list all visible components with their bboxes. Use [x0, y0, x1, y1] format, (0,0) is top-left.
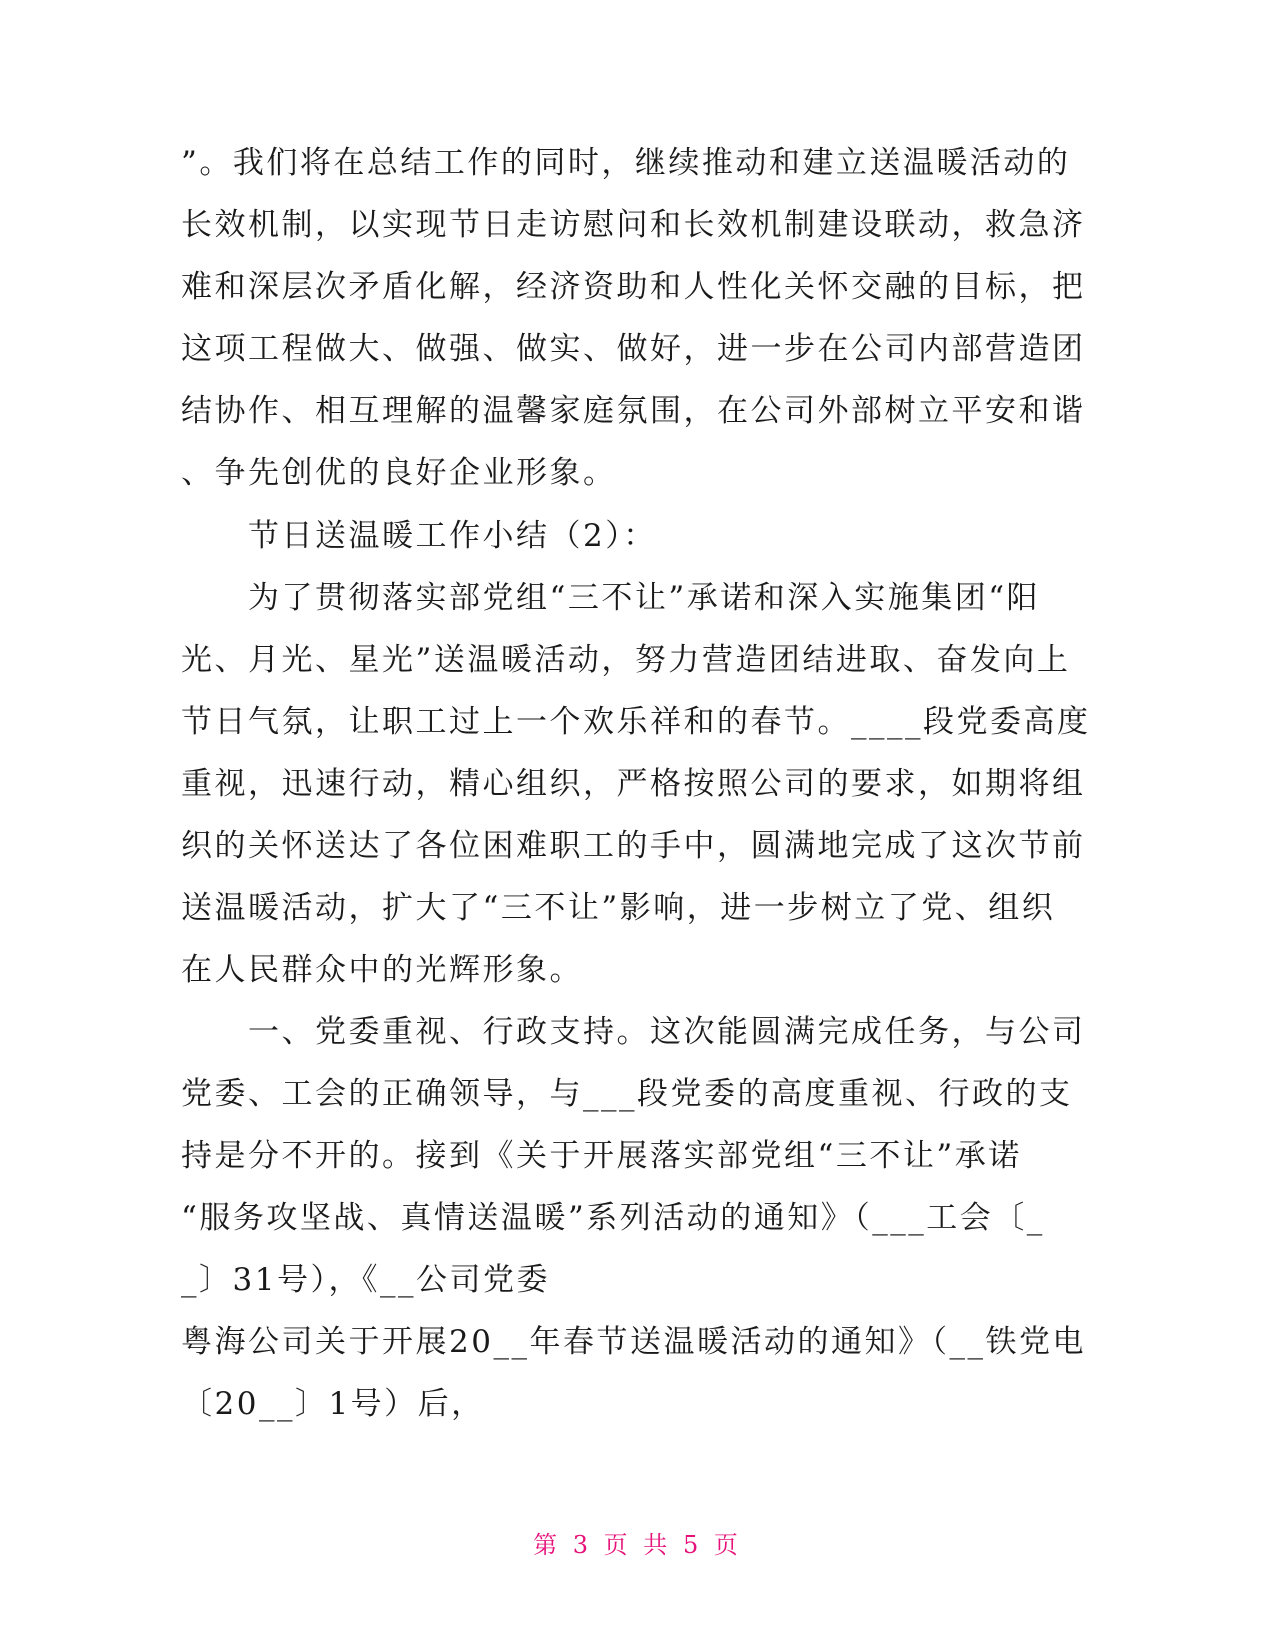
text-line-16: 党委、工会的正确领导，与___段党委的高度重视、行政的支	[181, 1076, 1073, 1112]
text-line-21: 〔20__〕1号）后，	[181, 1386, 485, 1422]
text-line-6: 、争先创优的良好企业形象。	[181, 455, 617, 491]
text-line-11: 重视，迅速行动，精心组织，严格按照公司的要求，如期将组	[181, 766, 1086, 802]
text-line-15: 一、党委重视、行政支持。这次能圆满完成任务，与公司	[181, 1014, 1086, 1050]
text-line-2: 长效机制，以实现节日走访慰问和长效机制建设联动，救急济	[181, 207, 1086, 243]
text-line-10: 节日气氛，让职工过上一个欢乐祥和的春节。____段党委高度	[181, 704, 1091, 740]
text-line-20: 粤海公司关于开展20__年春节送温暖活动的通知》（__铁党电	[181, 1324, 1086, 1360]
page-number-footer: 第 3 页 共 5 页	[533, 1531, 742, 1559]
text-line-4: 这项工程做大、做强、做实、做好，进一步在公司内部营造团	[181, 331, 1086, 367]
text-line-3: 难和深层次矛盾化解，经济资助和人性化关怀交融的目标，把	[181, 269, 1086, 305]
section-heading: 节日送温暖工作小结（2）：	[181, 518, 657, 554]
text-line-13: 送温暖活动，扩大了“三不让”影响，进一步树立了党、组织	[181, 890, 1056, 926]
text-line-1: ”。我们将在总结工作的同时，继续推动和建立送温暖活动的	[181, 145, 1071, 181]
text-line-12: 织的关怀送达了各位困难职工的手中，圆满地完成了这次节前	[181, 828, 1086, 864]
text-line-17: 持是分不开的。接到《关于开展落实部党组“三不让”承诺	[181, 1138, 1022, 1174]
text-line-14: 在人民群众中的光辉形象。	[181, 952, 583, 988]
text-line-9: 光、月光、星光”送温暖活动，努力营造团结进取、奋发向上	[181, 642, 1071, 678]
text-line-5: 结协作、相互理解的温馨家庭氛围，在公司外部树立平安和谐	[181, 393, 1086, 429]
text-line-19: _〕31号），《__公司党委	[181, 1262, 550, 1298]
text-line-18: “服务攻坚战、真情送温暖”系列活动的通知》（___工会〔_	[181, 1200, 1045, 1236]
text-line-8: 为了贯彻落实部党组“三不让”承诺和深入实施集团“阳	[181, 580, 1041, 616]
